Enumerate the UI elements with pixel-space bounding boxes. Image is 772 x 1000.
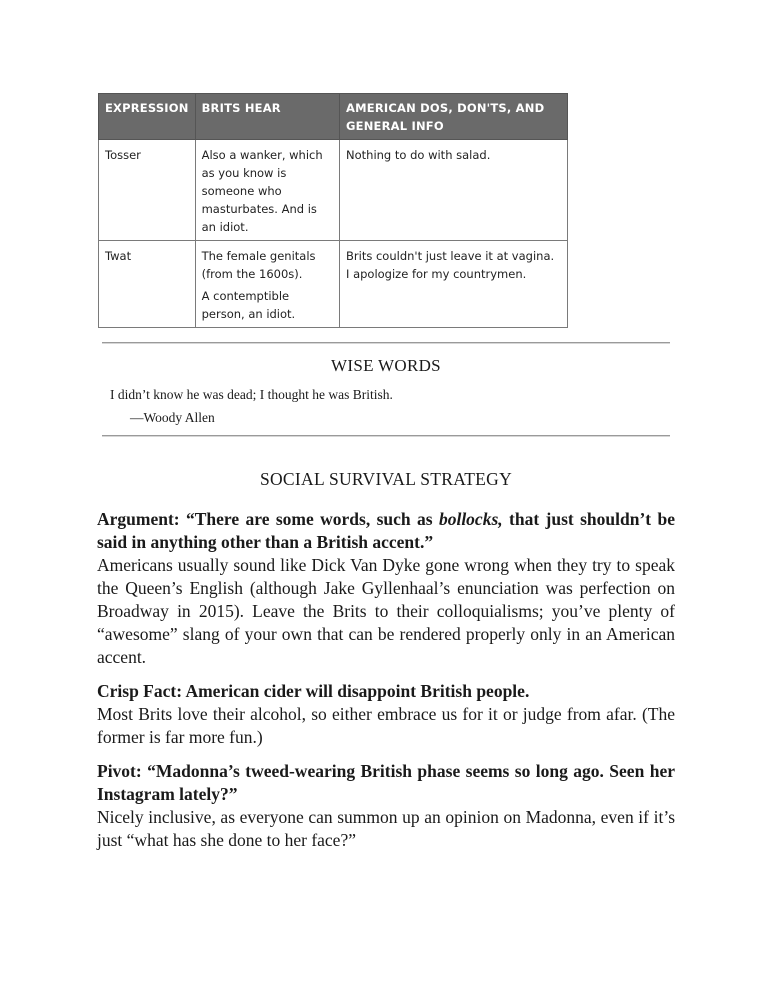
crisp-fact-section — [97, 680, 675, 749]
wise-words-top-divider — [102, 342, 670, 343]
pivot-heading: Pivot: “Madonna’s tweed-wearing British phase seems so long ago. Seen her Instagram lately?” — [97, 761, 675, 804]
argument-heading — [97, 508, 675, 554]
pivot-body: Nicely inclusive, as everyone can summon up an opinion on Madonna, even if it’s just “what has she done to her face?” — [97, 807, 675, 850]
table-row — [99, 241, 568, 328]
cell-text: Brits couldn't just leave it at vagina. — [346, 249, 555, 263]
cell-text: Nothing to do with salad. — [346, 148, 491, 162]
cell-text: Also a wanker, which as you know is someone who masturbates. And is an idiot. — [201, 148, 323, 234]
header-brits-hear: BRITS HEAR — [195, 94, 339, 140]
argument-heading-italic: bollocks, — [438, 509, 503, 529]
cell-text: I apologize for my countrymen. — [346, 267, 527, 281]
wise-words-bottom-divider — [102, 435, 670, 436]
cell-expression: Tosser — [99, 140, 196, 241]
crisp-fact-heading: Crisp Fact: American cider will disappoint British people. — [97, 681, 530, 701]
wise-words-title: WISE WORDS — [331, 356, 441, 375]
cell-brits-hear — [195, 241, 339, 328]
cell-expression: Twat — [99, 241, 196, 328]
wise-words-quote: I didn’t know he was dead; I thought he was British. — [110, 387, 393, 402]
expressions-table — [98, 93, 568, 328]
cell-american-info — [340, 241, 568, 328]
argument-section — [97, 508, 675, 669]
header-american-info: AMERICAN DOS, DON'TS, AND GENERAL INFO — [340, 94, 568, 140]
argument-body: Americans usually sound like Dick Van Dyke gone wrong when they try to speak the Queen’s English (although Jake Gyllenhaal’s enunciation was perfection on Broadway in 2015). Leave the Brits to their colloquialisms; you’ve plenty of “awesome” slang of your own that can be rendered properly only in an American accent. — [97, 555, 675, 667]
cell-text: The female genitals (from the 1600s). — [201, 249, 316, 281]
cell-american-info — [340, 140, 568, 241]
crisp-fact-body: Most Brits love their alcohol, so either embrace us for it or judge from afar. (The former is far more fun.) — [97, 704, 675, 747]
table-row — [99, 140, 568, 241]
table-header-row — [99, 94, 568, 140]
argument-heading-part: Argument: “There are some words, such as — [97, 509, 439, 529]
cell-brits-hear — [195, 140, 339, 241]
header-expression: EXPRESSION — [99, 94, 196, 140]
pivot-section — [97, 760, 675, 852]
argument-heading-part: that just shouldn’t be said in anything other than a British accent.” — [97, 509, 675, 552]
strategy-title: SOCIAL SURVIVAL STRATEGY — [259, 469, 513, 489]
wise-words-attribution: —Woody Allen — [130, 410, 215, 425]
cell-text: A contemptible person, an idiot. — [201, 289, 296, 321]
